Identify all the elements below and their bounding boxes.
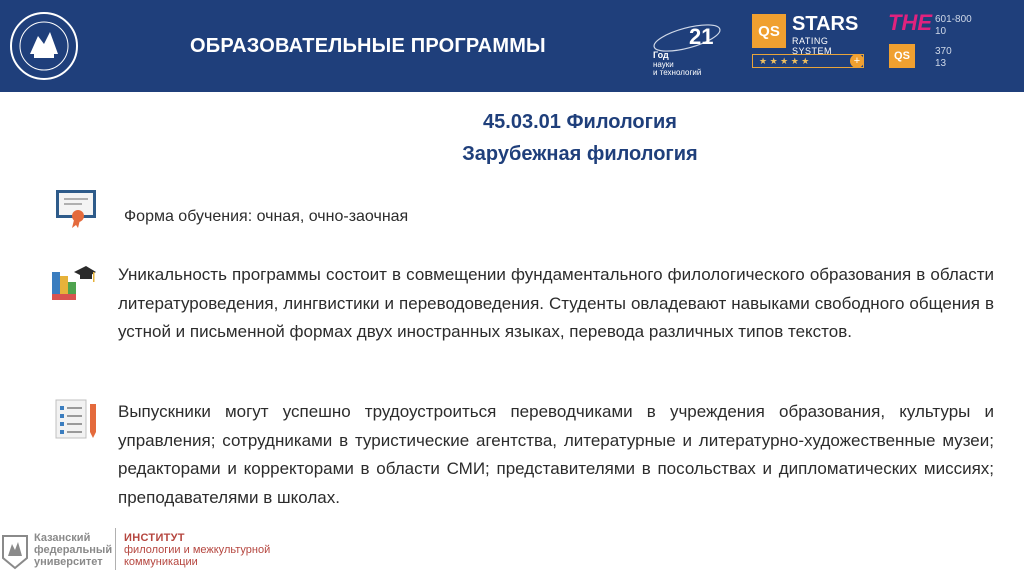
institute-line2: коммуникации — [124, 556, 198, 568]
qs-stars-logo — [752, 14, 864, 70]
year-line3: и технологий — [653, 68, 702, 77]
year-line1: Год — [653, 50, 669, 60]
the-rank-range: 601-800 — [935, 14, 972, 25]
uniqueness-paragraph: Уникальность программы состоит в совмещении фундаментального филологического образования в области литературоведения, лингвистики и переводоведения. Студенты овладевают навыками свободного общения в устной и письменной формах двух иностранных языках, перевода различных типов текстов. — [118, 265, 994, 341]
plus-icon: + — [850, 54, 864, 68]
kfu-line2: федеральный — [34, 544, 113, 556]
kfu-line3: университет — [34, 556, 103, 568]
qs-ranking-logo: QS — [889, 44, 915, 68]
program-heading — [390, 106, 770, 170]
careers-paragraph: Выпускники могут успешно трудоустроиться переводчиками в учреждения образования, культуры и управления; сотрудниками в туристические агентства, литературные и литературно-художественные музеи; редакторами и корректорами в области СМИ; представителями в посольствах и дипломатических миссиях; преподавателями в школах. — [118, 402, 994, 507]
books-graduation-icon — [50, 262, 96, 302]
stars-title: STARS — [792, 13, 859, 35]
qs-badge: QS — [752, 14, 786, 48]
kfu-line1: Казанский — [34, 532, 91, 544]
year-number: 21 — [689, 24, 714, 49]
institute-title: ИНСТИТУТ — [124, 532, 185, 544]
star-icons: ★ ★ ★ ★ ★ — [759, 56, 810, 66]
footer-divider — [115, 528, 116, 570]
institute-line1: филологии и межкультурной — [124, 544, 271, 556]
certificate-icon — [54, 186, 98, 230]
qs-rank: 370 — [935, 46, 952, 57]
year-of-science-logo — [645, 14, 723, 78]
kfu-footer-logo-icon — [0, 532, 30, 572]
qs-rank-second: 13 — [935, 58, 947, 69]
program-code-title: 45.03.01 Филология — [483, 111, 677, 133]
the-rank-second: 10 — [935, 26, 947, 37]
year-line2: науки — [653, 60, 674, 69]
checklist-icon — [54, 398, 98, 442]
stars-rating-row — [752, 54, 864, 68]
header-title: ОБРАЗОВАТЕЛЬНЫЕ ПРОГРАММЫ — [190, 35, 546, 57]
the-ranking-logo: THE — [888, 10, 932, 35]
institute-name — [124, 532, 270, 568]
stars-subtitle: RATING SYSTEM — [792, 36, 833, 56]
kfu-name — [34, 532, 112, 568]
header-bar — [0, 0, 1024, 92]
study-mode-text: Форма обучения: очная, очно-заочная — [124, 208, 409, 225]
program-profile: Зарубежная филология — [462, 143, 698, 165]
kfu-logo-icon — [8, 10, 80, 82]
